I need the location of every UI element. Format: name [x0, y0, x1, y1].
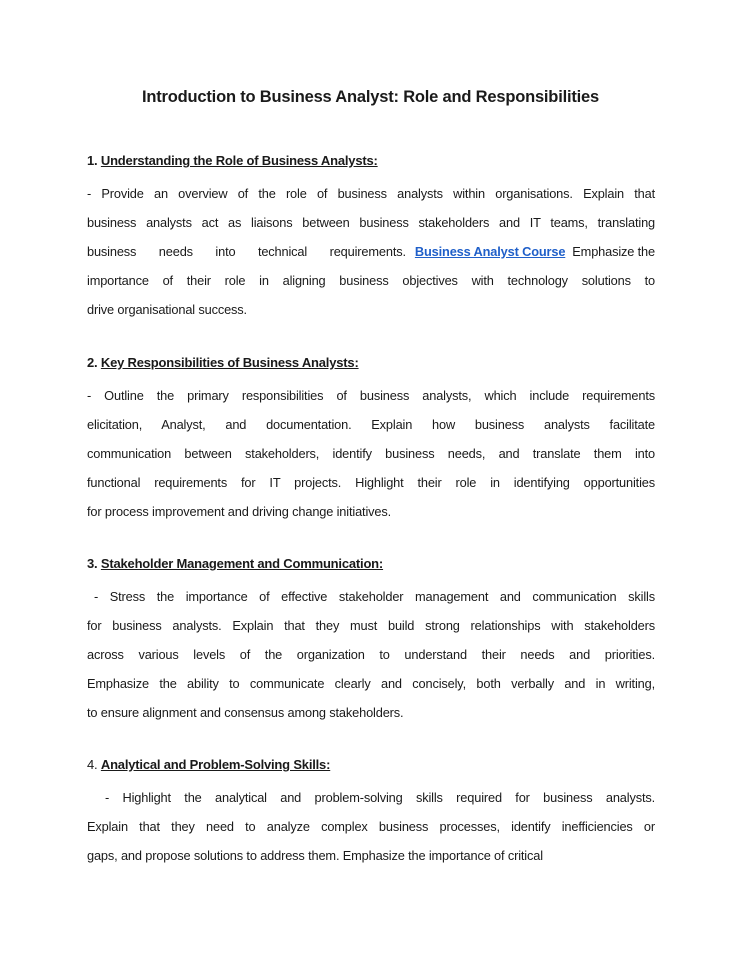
- paragraph-line: across various levels of the organization to understand their needs and priorities.: [87, 647, 655, 662]
- paragraph-line: for process improvement and driving change initiatives.: [87, 504, 392, 519]
- section-number: 3.: [87, 556, 98, 571]
- paragraph-line: gaps, and propose solutions to address them. Emphasize the importance of critical: [87, 848, 543, 863]
- word: needs: [158, 244, 193, 259]
- paragraph-line: business analysts act as liaisons between business stakeholders and IT teams, translating: [87, 215, 655, 230]
- section-heading-text: Understanding the Role of Business Analysts:: [100, 153, 378, 168]
- text-segment: Emphasize the: [572, 244, 655, 259]
- word: into: [215, 244, 236, 259]
- section-3: [87, 553, 655, 727]
- section-heading-text: Stakeholder Management and Communication:: [100, 556, 384, 571]
- paragraph-line: - Provide an overview of the role of business analysts within organisations. Explain that: [87, 186, 655, 201]
- word: requirements.: [329, 244, 406, 259]
- paragraph-line: drive organisational success.: [87, 302, 247, 317]
- paragraph-line: - Highlight the analytical and problem-solving skills required for business analysts.: [105, 790, 655, 805]
- section-heading: [87, 553, 655, 582]
- paragraph-line: for business analysts. Explain that they must build strong relationships with stakeholders: [87, 618, 655, 633]
- business-analyst-course-link[interactable]: Business Analyst Course: [414, 244, 566, 259]
- paragraph-line: importance of their role in aligning business objectives with technology solutions to: [87, 273, 655, 288]
- section-number: 4.: [87, 757, 98, 772]
- paragraph-line: [87, 237, 655, 266]
- section-2: [87, 352, 655, 526]
- section-4: [87, 754, 655, 870]
- paragraph-line: elicitation, Analyst, and documentation. Explain how business analysts facilitate: [87, 417, 655, 432]
- text-segment: [87, 237, 406, 266]
- section-heading-text: Analytical and Problem-Solving Skills:: [100, 757, 331, 772]
- paragraph-line: to ensure alignment and consensus among stakeholders.: [87, 705, 404, 720]
- word: business: [87, 244, 137, 259]
- section-heading: [87, 150, 655, 179]
- section-number: 1.: [87, 153, 98, 168]
- paragraph-line: communication between stakeholders, identify business needs, and translate them into: [87, 446, 655, 461]
- section-1: [87, 150, 655, 324]
- section-heading-text: Key Responsibilities of Business Analysts:: [100, 355, 359, 370]
- paragraph-line: Emphasize the ability to communicate clearly and concisely, both verbally and in writing,: [87, 676, 655, 691]
- paragraph-line: Explain that they need to analyze complex business processes, identify inefficiencies or: [87, 819, 655, 834]
- section-heading: [87, 352, 655, 381]
- paragraph-line: functional requirements for IT projects. Highlight their role in identifying opportunities: [87, 475, 655, 490]
- paragraph-line: - Stress the importance of effective stakeholder management and communication skills: [94, 589, 655, 604]
- document-title: Introduction to Business Analyst: Role and Responsibilities: [142, 88, 599, 106]
- section-number: 2.: [87, 355, 98, 370]
- word: technical: [257, 244, 308, 259]
- paragraph-line: - Outline the primary responsibilities of business analysts, which include requirements: [87, 388, 655, 403]
- section-heading: [87, 754, 655, 783]
